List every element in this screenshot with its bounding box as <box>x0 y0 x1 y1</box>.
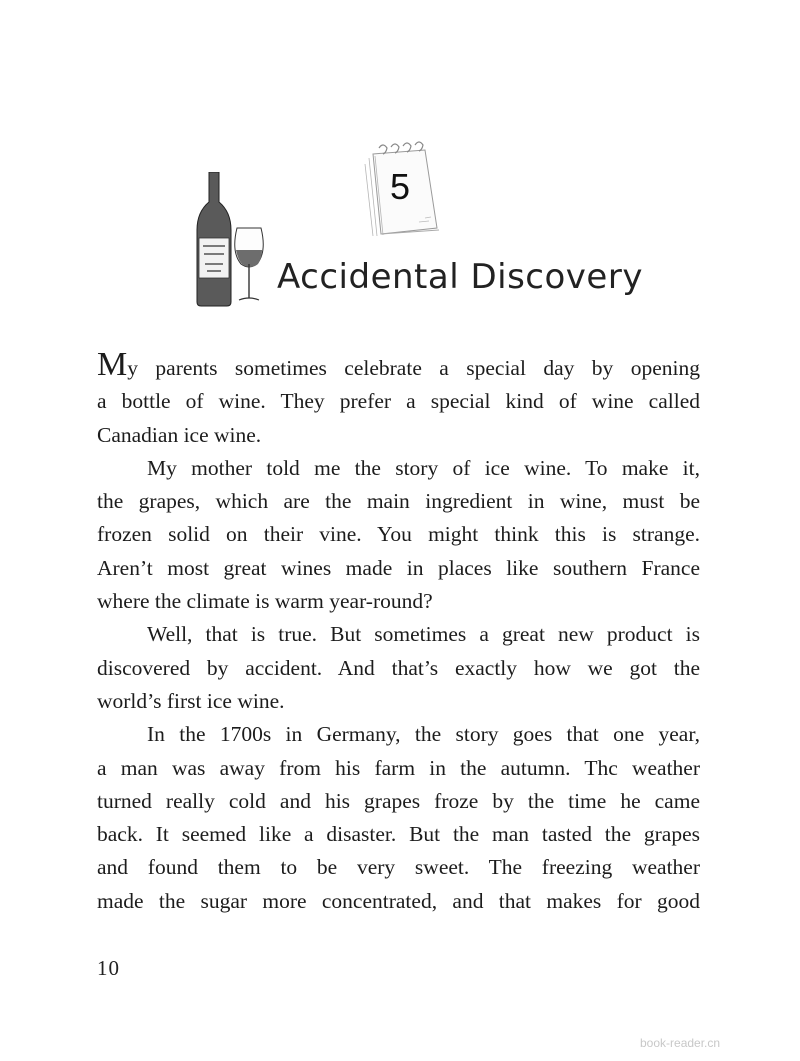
chapter-header <box>195 140 643 310</box>
paragraph <box>97 718 700 918</box>
text-line: the grapes, which are the main ingredient in wine, must be <box>97 489 700 514</box>
text-line: Well, that is true. But sometimes a great new product is <box>147 622 700 647</box>
paragraph <box>97 346 700 452</box>
text-line: and found them to be very sweet. The freezing weather <box>97 855 700 880</box>
text-line: world’s first ice wine. <box>97 688 285 713</box>
page-number: 10 <box>97 956 120 980</box>
text-line: Canadian ice wine. <box>97 422 262 447</box>
text-line: frozen solid on their vine. You might think this is strange. <box>97 522 700 547</box>
text-line: My parents sometimes celebrate a special day by opening <box>97 346 700 383</box>
chapter-title: Accidental Discovery <box>277 257 643 297</box>
paragraph <box>97 618 700 718</box>
text-line: discovered by accident. And that’s exactly how we got the <box>97 655 700 680</box>
text-line: a man was away from his farm in the autumn. Thc weather <box>97 755 700 780</box>
wine-illustration <box>195 172 270 307</box>
dropcap: M <box>97 346 128 383</box>
text-line: where the climate is warm year-round? <box>97 589 433 614</box>
text-line: Aren’t most great wines made in places like southern France <box>97 555 700 580</box>
text-line: a bottle of wine. They prefer a special kind of wine called <box>97 389 700 414</box>
text-line: My mother told me the story of ice wine. To make it, <box>147 455 700 480</box>
watermark: book-reader.cn <box>640 1036 721 1050</box>
paragraph <box>97 452 700 618</box>
text-line: In the 1700s in Germany, the story goes that one year, <box>147 722 700 747</box>
calendar-icon <box>355 140 445 240</box>
chapter-body <box>97 346 700 918</box>
chapter-number: 5 <box>389 166 411 207</box>
text-line: back. It seemed like a disaster. But the man tasted the grapes <box>97 822 700 847</box>
text-line: turned really cold and his grapes froze by the time he came <box>97 788 700 813</box>
text-line: made the sugar more concentrated, and that makes for good <box>97 888 700 913</box>
